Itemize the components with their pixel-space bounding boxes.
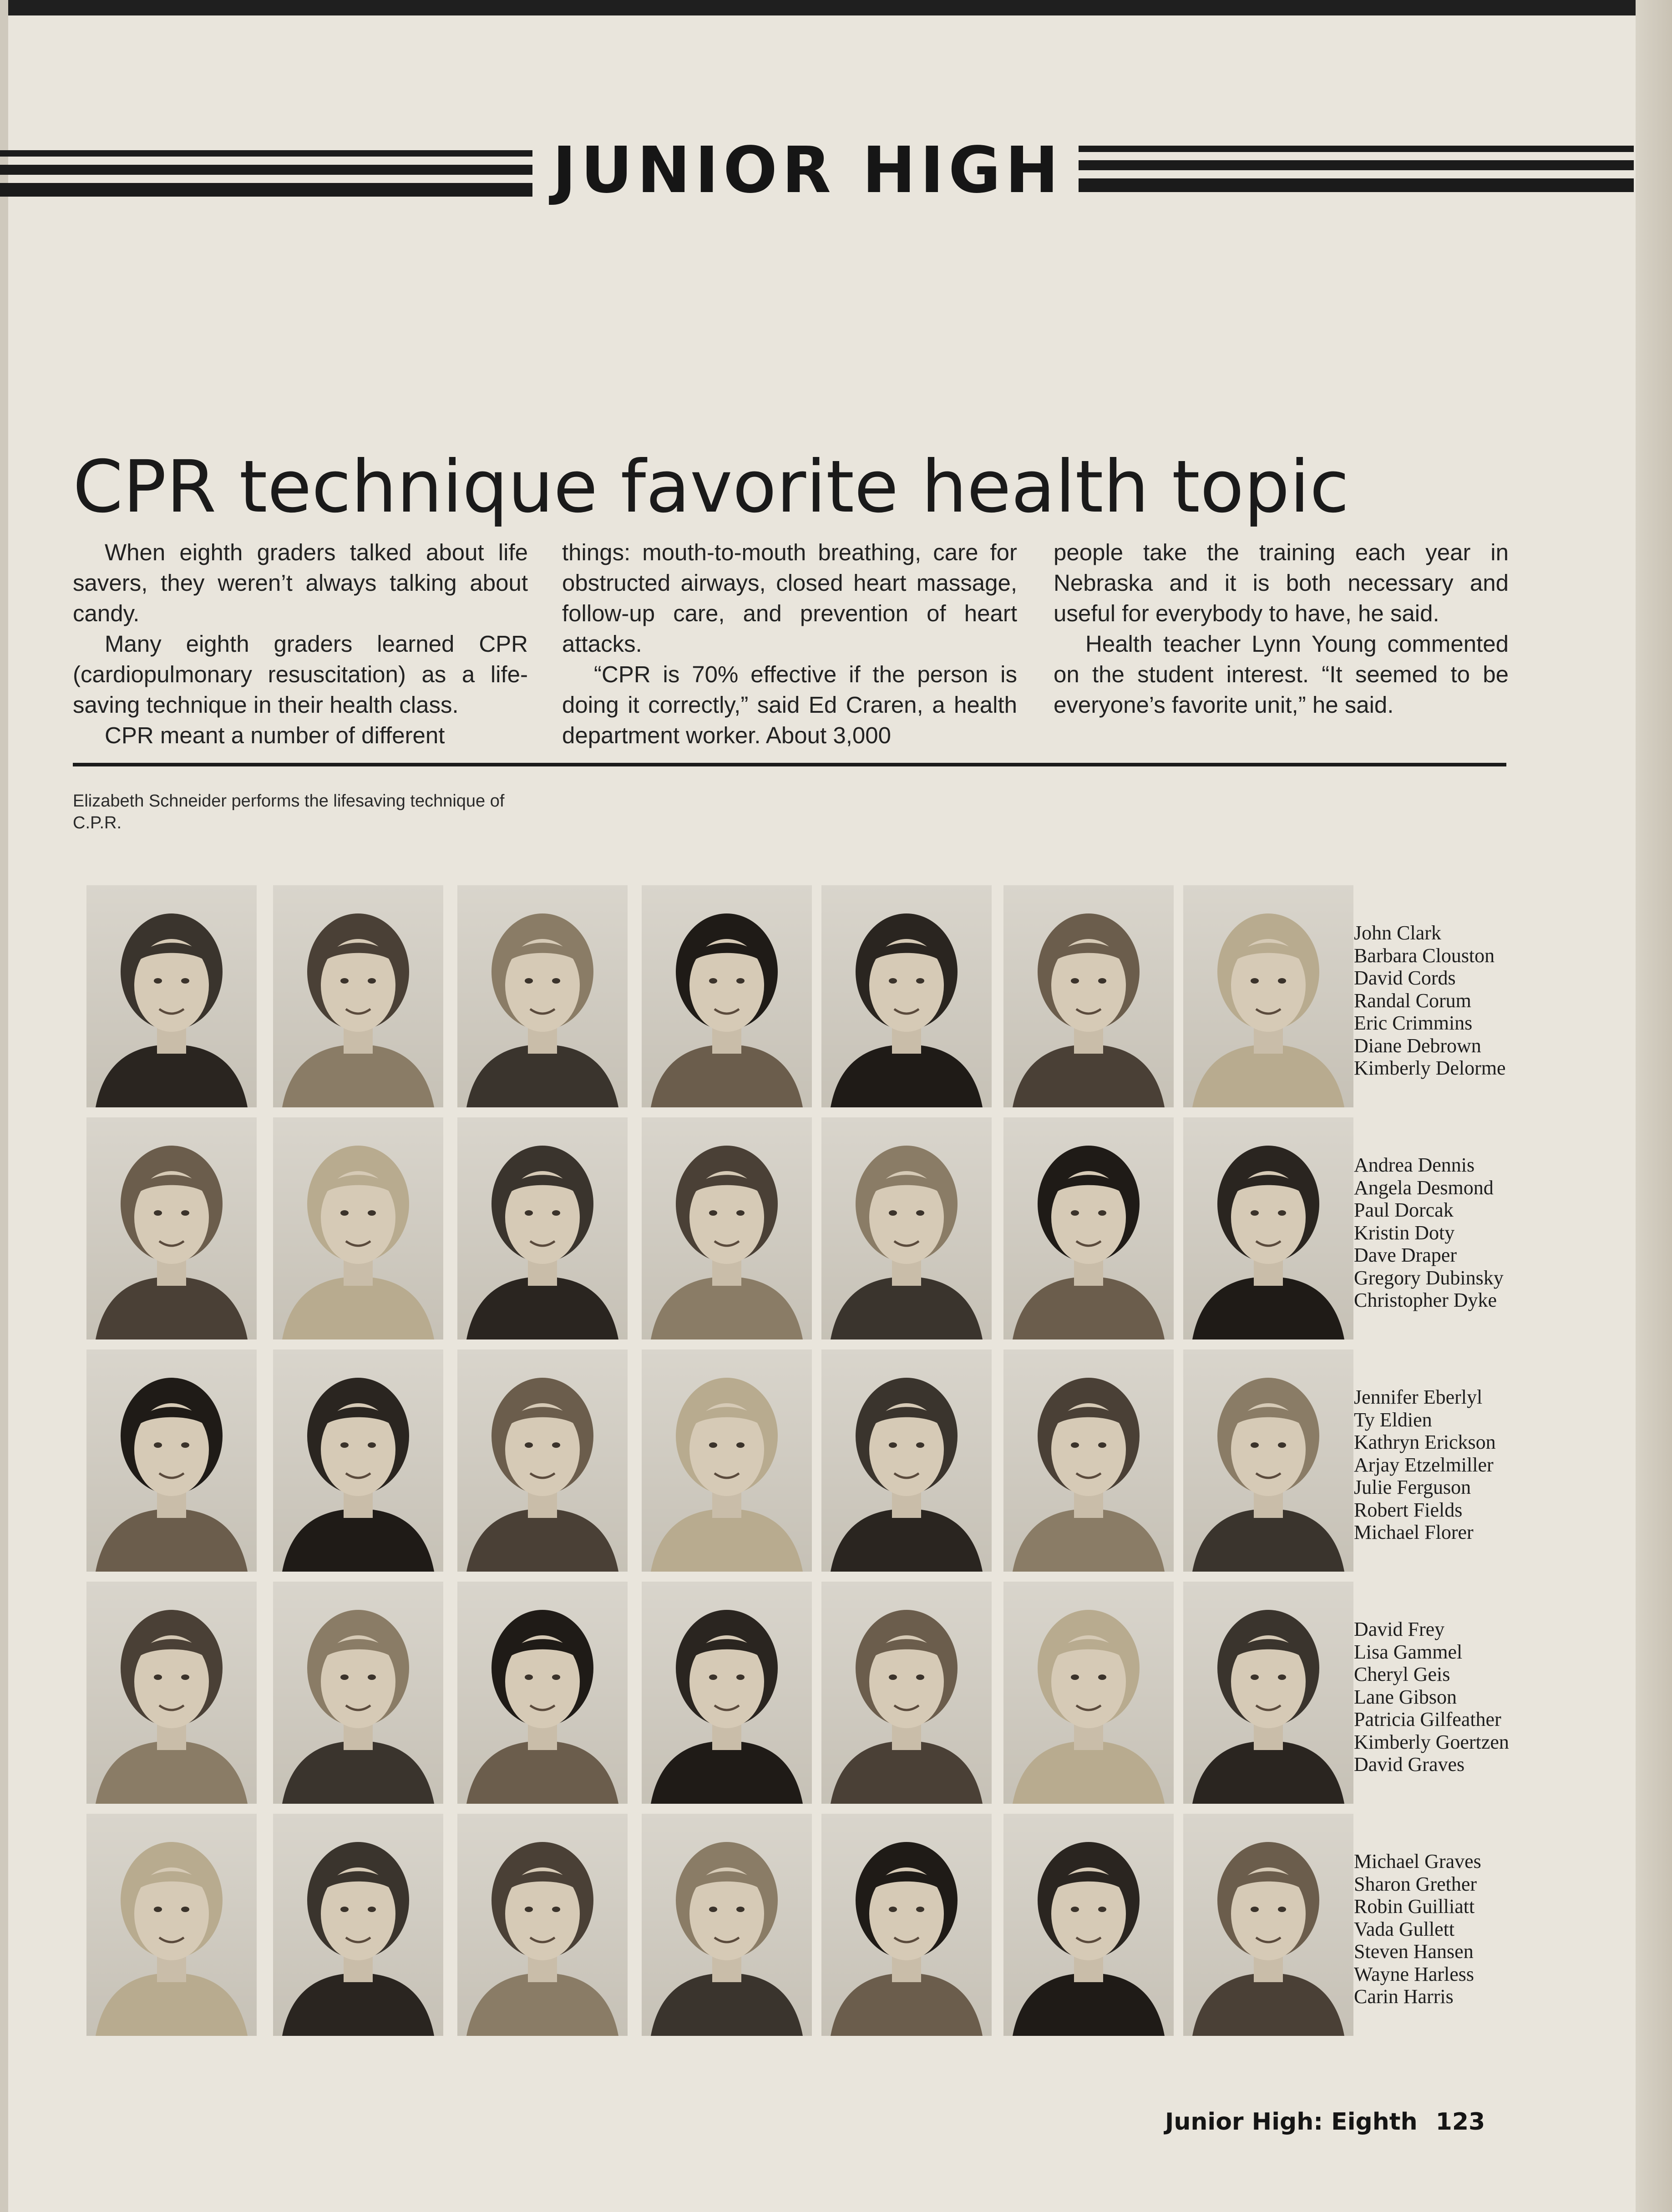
name-list <box>1354 922 1506 1080</box>
header-rule-left-mid <box>0 165 532 175</box>
student-name: Robert Fields <box>1354 1498 1463 1521</box>
student-portrait <box>642 1814 812 2036</box>
student-portrait <box>1183 1582 1353 1804</box>
student-name: Lane Gibson <box>1354 1685 1457 1708</box>
student-name: Arjay Etzelmiller <box>1354 1453 1494 1476</box>
student-name: David Frey <box>1354 1618 1445 1640</box>
student-portrait <box>457 1814 628 2036</box>
article-column-1 <box>73 537 528 751</box>
student-name: David Cords <box>1354 967 1456 989</box>
student-portrait <box>86 1117 257 1339</box>
article-headline: CPR technique favorite health topic <box>73 445 1349 529</box>
student-name: Christopher Dyke <box>1354 1289 1497 1311</box>
student-portrait <box>273 1814 443 2036</box>
photo-caption: Elizabeth Schneider performs the lifesaving technique of C.P.R. <box>73 791 505 832</box>
student-name: Kimberly Delorme <box>1354 1057 1506 1079</box>
article-paragraph: CPR meant a number of different <box>105 722 445 748</box>
student-portrait <box>1003 1117 1174 1339</box>
student-name: Vada Gullett <box>1354 1918 1455 1940</box>
student-name: Sharon Grether <box>1354 1872 1477 1895</box>
article-paragraph: things: mouth-to-mouth breathing, care for obstructed airways, closed heart massage, follow-up care, and prevention of heart attacks. <box>562 539 1017 657</box>
student-portrait <box>457 885 628 1107</box>
article-paragraph: Many eighth graders learned CPR (cardiopulmonary resuscitation) as a life-saving technique in their health class. <box>73 631 528 718</box>
student-name: Cheryl Geis <box>1354 1663 1450 1685</box>
student-portrait <box>1003 1814 1174 2036</box>
header-rule-right-bot <box>1079 178 1634 192</box>
student-portrait <box>273 1582 443 1804</box>
header-rule-right-top <box>1079 146 1634 152</box>
article-column-2 <box>562 537 1017 751</box>
student-name: Andrea Dennis <box>1354 1154 1475 1176</box>
student-portrait <box>821 885 992 1107</box>
name-list <box>1354 1386 1496 1544</box>
student-portrait <box>1183 1117 1353 1339</box>
student-portrait <box>1183 1350 1353 1572</box>
article-paragraph: people take the training each year in Nebraska and it is both necessary and useful for everybody to have, he said. <box>1054 539 1509 626</box>
student-portrait <box>1183 885 1353 1107</box>
student-name: John Clark <box>1354 922 1441 944</box>
student-portrait <box>86 1350 257 1572</box>
header-rule-left-top <box>0 150 532 157</box>
student-name: Randal Corum <box>1354 989 1471 1012</box>
student-name: Eric Crimmins <box>1354 1012 1473 1034</box>
student-portrait <box>642 1350 812 1572</box>
student-portrait <box>821 1582 992 1804</box>
student-name: Paul Dorcak <box>1354 1199 1454 1221</box>
student-name: Barbara Clouston <box>1354 944 1495 967</box>
article-column-3 <box>1054 537 1509 720</box>
header-rule-right-mid <box>1079 160 1634 170</box>
student-portrait <box>273 885 443 1107</box>
student-portrait <box>821 1350 992 1572</box>
student-name: Ty Eldien <box>1354 1408 1432 1431</box>
student-name: Michael Graves <box>1354 1850 1481 1872</box>
header-rule-left-bot <box>0 183 532 197</box>
student-name: Michael Florer <box>1354 1521 1474 1543</box>
student-name: Steven Hansen <box>1354 1940 1474 1963</box>
student-portrait <box>1183 1814 1353 2036</box>
student-name: Kimberly Goertzen <box>1354 1730 1509 1753</box>
section-title: JUNIOR HIGH <box>552 133 1063 208</box>
student-name: Robin Guilliatt <box>1354 1895 1475 1918</box>
student-name: Carin Harris <box>1354 1985 1454 2008</box>
article-paragraph: Health teacher Lynn Young commented on the student interest. “It seemed to be everyone’s favorite unit,” he said. <box>1054 631 1509 718</box>
student-name: Diane Debrown <box>1354 1034 1481 1057</box>
student-portrait <box>642 1117 812 1339</box>
student-portrait <box>86 885 257 1107</box>
name-list <box>1354 1618 1509 1776</box>
student-portrait <box>273 1117 443 1339</box>
student-portrait <box>457 1582 628 1804</box>
student-portrait <box>642 1582 812 1804</box>
student-portrait <box>1003 1582 1174 1804</box>
name-list <box>1354 1850 1481 2008</box>
student-name: David Graves <box>1354 1753 1465 1776</box>
page-top-edge <box>0 0 1672 15</box>
student-name: Kathryn Erickson <box>1354 1431 1496 1453</box>
student-name: Wayne Harless <box>1354 1963 1474 1985</box>
page-footer <box>1165 2108 1485 2136</box>
student-portrait <box>821 1117 992 1339</box>
article-paragraph: When eighth graders talked about life savers, they weren’t always talking about candy. <box>73 539 528 626</box>
student-portrait <box>457 1350 628 1572</box>
page-number: 123 <box>1435 2108 1485 2136</box>
name-list <box>1354 1154 1504 1312</box>
student-portrait <box>1003 1350 1174 1572</box>
student-portrait <box>642 885 812 1107</box>
article-paragraph: “CPR is 70% effective if the person is doing it correctly,” said Ed Craren, a health department worker. About 3,000 <box>562 661 1017 748</box>
student-portrait <box>1003 885 1174 1107</box>
article-divider <box>73 763 1506 766</box>
student-portrait <box>821 1814 992 2036</box>
student-name: Patricia Gilfeather <box>1354 1708 1501 1730</box>
student-name: Jennifer Eberlyl <box>1354 1386 1483 1408</box>
footer-section: Junior High: Eighth <box>1165 2108 1418 2136</box>
student-portrait <box>457 1117 628 1339</box>
page-left-edge <box>0 0 8 2212</box>
student-name: Kristin Doty <box>1354 1221 1455 1244</box>
student-name: Lisa Gammel <box>1354 1640 1463 1663</box>
student-name: Julie Ferguson <box>1354 1476 1471 1498</box>
student-name: Gregory Dubinsky <box>1354 1266 1504 1289</box>
student-portrait <box>273 1350 443 1572</box>
student-name: Dave Draper <box>1354 1244 1457 1266</box>
student-portrait <box>86 1814 257 2036</box>
student-name: Angela Desmond <box>1354 1176 1494 1199</box>
page-right-edge <box>1636 0 1672 2212</box>
student-portrait <box>86 1582 257 1804</box>
